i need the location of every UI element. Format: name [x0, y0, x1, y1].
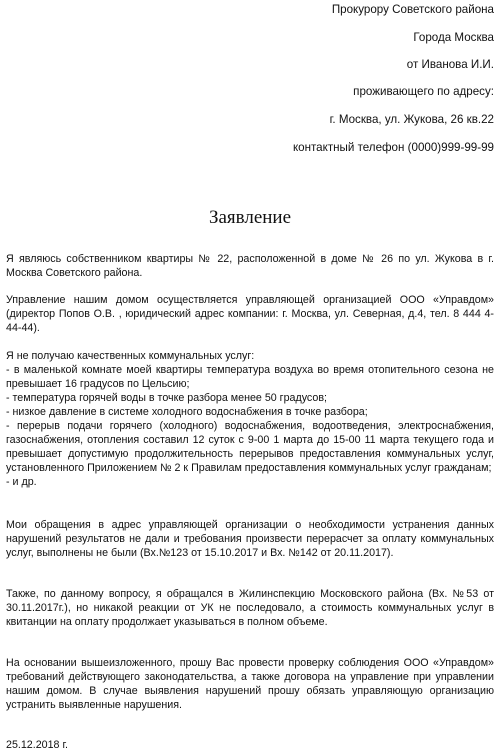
addressee-line: Прокурору Советского района — [331, 3, 494, 16]
paragraph-management: Управление нашим домом осуществляется управляющей организацией ООО «Управдом» (директор Попов О.В. , юридический адрес компании: г. Москва, ул. Северная, д.4, тел. 8 444 4-44-44). — [6, 294, 494, 334]
residing-line: проживающего по адресу: — [353, 85, 494, 98]
paragraph-complaints — [6, 349, 494, 489]
city-line: Города Москва — [413, 31, 494, 44]
complaint-item: - температура горячей воды в точке разбора менее 50 градусов; — [6, 392, 327, 404]
phone-line: контактный телефон (0000)999-99-99 — [292, 141, 494, 154]
address-line: г. Москва, ул. Жукова, 26 кв.22 — [329, 113, 494, 126]
paragraph-request-check: На основании вышеизложенного, прошу Вас провести проверку соблюдения ООО «Управдом» требований действующего законодательства, а также договора на управление при управлении нашим домом. В случае выявления нарушений прошу обязать управляющую организацию устранить выявленные нарушения. — [6, 657, 494, 711]
paragraph-ownership: Я являюсь собственником квартиры № 22, расположенной в доме № 26 по ул. Жукова в г. Москва Советского района. — [6, 253, 494, 279]
paragraph-requests: Мои обращения в адрес управляющей организации о необходимости устранения данных нарушений результатов не дали и требования произвести перерасчет за оплату коммунальных услуг, выполнены не были (Вх.№123 от 15.10.2017 и Вх. №142 от 20.11.2017). — [6, 519, 494, 559]
complaint-item: - перерыв подачи горячего (холодного) водоснабжения, водоотведения, электроснабжения, газоснабжения, отопления составил 12 суток с 9-00 1 марта до 15-00 11 марта текущего года и превышает допустимую продолжительность перерывов предоставления коммунальных услуг, установленного Приложением № 2 к Правилам предоставления коммунальных услуг гражданам; — [6, 420, 494, 474]
complaint-item: - в маленькой комнате моей квартиры температура воздуха во время отопительного сезона не превышает 16 градусов по Цельсию; — [6, 364, 494, 390]
paragraph-inspection: Также, по данному вопросу, я обращался в Жилинспекцию Московского района (Вх. №53 от 30.11.2017г.), но никакой реакции от УК не последовало, а стоимость коммунальных услуг в квитанции на оплату продолжает указываться в полном объеме. — [6, 588, 494, 628]
sender-line: от Иванова И.И. — [406, 58, 494, 71]
complaint-item: - низкое давление в системе холодного водоснабжения в точке разбора; — [6, 406, 368, 418]
document-title: Заявление — [208, 207, 292, 228]
complaint-intro: Я не получаю качественных коммунальных услуг: — [6, 350, 255, 362]
document-date: 25.12.2018 г. — [6, 739, 69, 751]
complaint-item: - и др. — [6, 476, 37, 488]
